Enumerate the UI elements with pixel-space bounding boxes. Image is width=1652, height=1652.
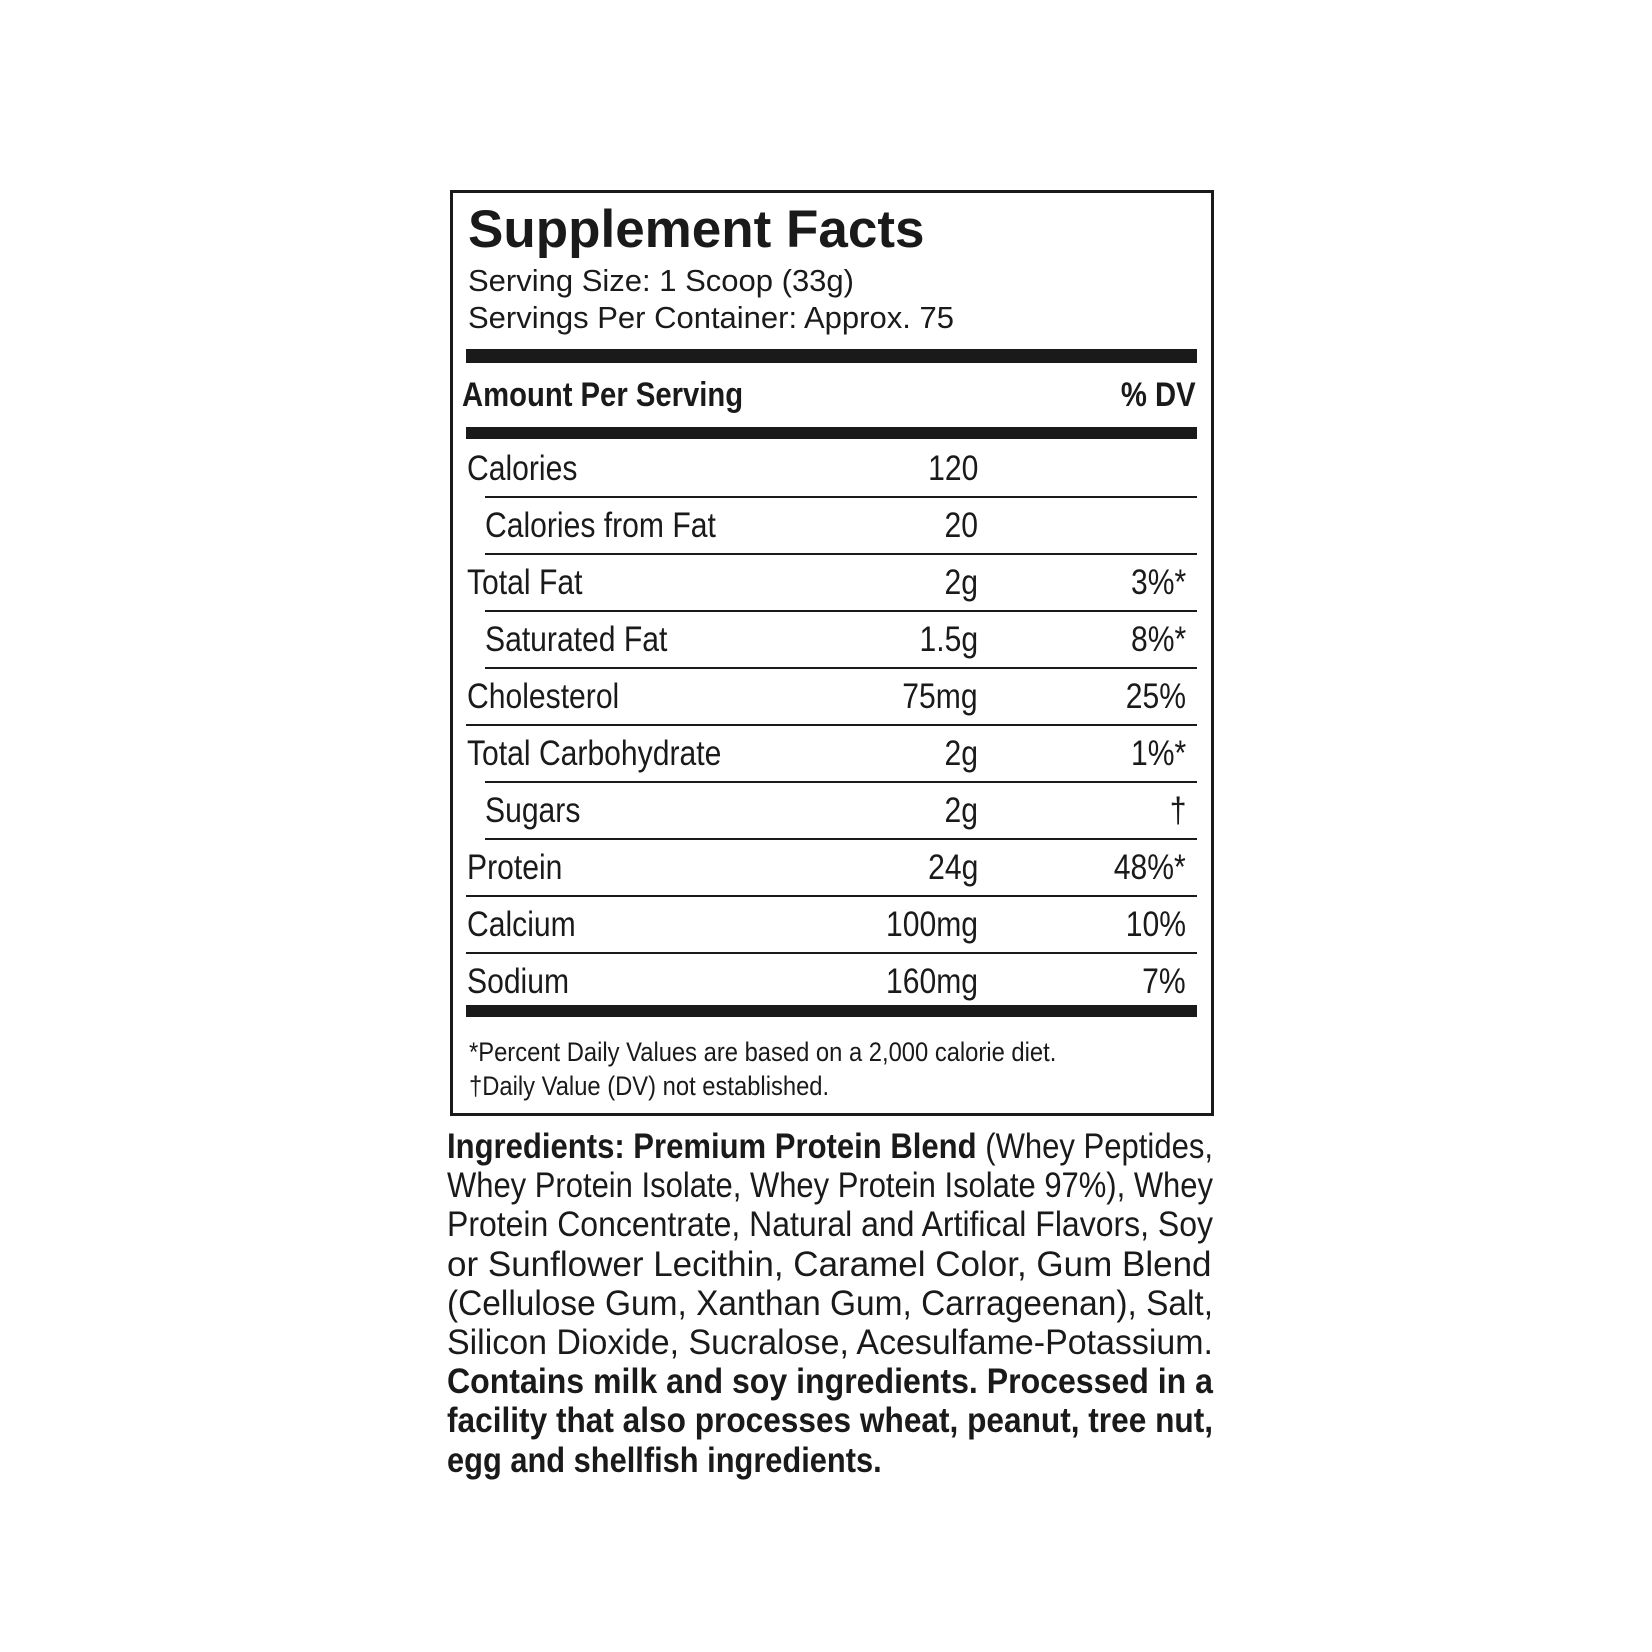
nutrient-daily-value: †	[1169, 791, 1186, 830]
nutrient-name: Total Carbohydrate	[467, 734, 722, 773]
ingredients-line: Silicon Dioxide, Sucralose, Acesulfame-Potassium.	[447, 1323, 1213, 1363]
nutrient-name: Total Fat	[467, 563, 583, 602]
ingredients-line: (Cellulose Gum, Xanthan Gum, Carrageenan), Salt,	[447, 1283, 1213, 1323]
allergen-statement: egg and shellfish ingredients.	[447, 1440, 882, 1480]
ingredients-text: (Whey Peptides,	[976, 1127, 1213, 1166]
ingredients-block	[447, 1127, 1213, 1480]
nutrient-amount: 2g	[944, 791, 978, 830]
nutrient-amount: 2g	[944, 563, 978, 602]
divider-thick	[466, 427, 1197, 439]
footnote-dv-not-established: †Daily Value (DV) not established.	[469, 1071, 830, 1101]
nutrient-row	[466, 954, 1197, 1011]
nutrient-name: Calories	[467, 449, 578, 488]
nutrient-name: Calcium	[467, 905, 576, 944]
nutrient-daily-value: 7%	[1142, 962, 1186, 1001]
nutrient-row	[466, 840, 1197, 897]
nutrient-name: Saturated Fat	[485, 620, 668, 659]
nutrient-row	[466, 555, 1197, 612]
nutrient-daily-value: 48%*	[1114, 848, 1186, 887]
dv-header: % DV	[1120, 376, 1196, 414]
nutrient-name: Sodium	[467, 962, 570, 1001]
servings-per-container: Servings Per Container: Approx. 75	[468, 300, 954, 335]
nutrient-daily-value: 3%*	[1130, 563, 1186, 602]
nutrient-row	[466, 612, 1197, 669]
amount-header-row	[462, 375, 1196, 415]
nutrient-amount: 1.5g	[919, 620, 978, 659]
nutrient-amount: 100mg	[885, 905, 978, 944]
nutrient-name: Sugars	[485, 791, 581, 830]
amount-per-serving-label: Amount Per Serving	[462, 376, 744, 414]
nutrient-row	[466, 783, 1197, 840]
nutrient-amount: 24g	[927, 848, 978, 887]
ingredients-line: Whey Protein Isolate, Whey Protein Isolate 97%), Whey	[447, 1166, 1213, 1206]
nutrient-amount: 160mg	[885, 962, 978, 1001]
nutrient-amount: 120	[927, 449, 978, 488]
serving-size: Serving Size: 1 Scoop (33g)	[468, 263, 854, 298]
nutrient-daily-value: 25%	[1125, 677, 1186, 716]
nutrient-name: Calories from Fat	[485, 506, 716, 545]
nutrient-row	[466, 441, 1197, 498]
nutrient-row	[466, 669, 1197, 726]
nutrient-name: Protein	[467, 848, 563, 887]
divider-thick	[466, 349, 1197, 363]
supplement-facts-panel	[450, 190, 1214, 1116]
facts-title: Supplement Facts	[468, 200, 925, 259]
ingredients-line	[447, 1127, 1213, 1166]
nutrient-daily-value: 8%*	[1130, 620, 1186, 659]
nutrient-amount: 20	[944, 506, 978, 545]
allergen-statement: facility that also processes wheat, peanut, tree nut,	[447, 1401, 1213, 1441]
ingredients-line: or Sunflower Lecithin, Caramel Color, Gum Blend	[447, 1244, 1212, 1284]
nutrient-row	[466, 726, 1197, 783]
nutrient-table	[466, 441, 1197, 1011]
ingredients-line: Protein Concentrate, Natural and Artifical Flavors, Soy	[447, 1205, 1213, 1245]
nutrient-daily-value: 1%*	[1130, 734, 1186, 773]
ingredients-heading: Ingredients: Premium Protein Blend	[447, 1127, 977, 1166]
nutrient-row	[466, 498, 1197, 555]
divider-thick	[466, 1005, 1197, 1017]
nutrient-daily-value: 10%	[1125, 905, 1186, 944]
nutrient-row	[466, 897, 1197, 954]
allergen-statement: Contains milk and soy ingredients. Processed in a	[447, 1362, 1213, 1402]
nutrient-amount: 75mg	[902, 677, 978, 716]
footnote-daily-values: *Percent Daily Values are based on a 2,000 calorie diet.	[469, 1037, 1057, 1067]
nutrient-amount: 2g	[944, 734, 978, 773]
nutrient-name: Cholesterol	[467, 677, 620, 716]
